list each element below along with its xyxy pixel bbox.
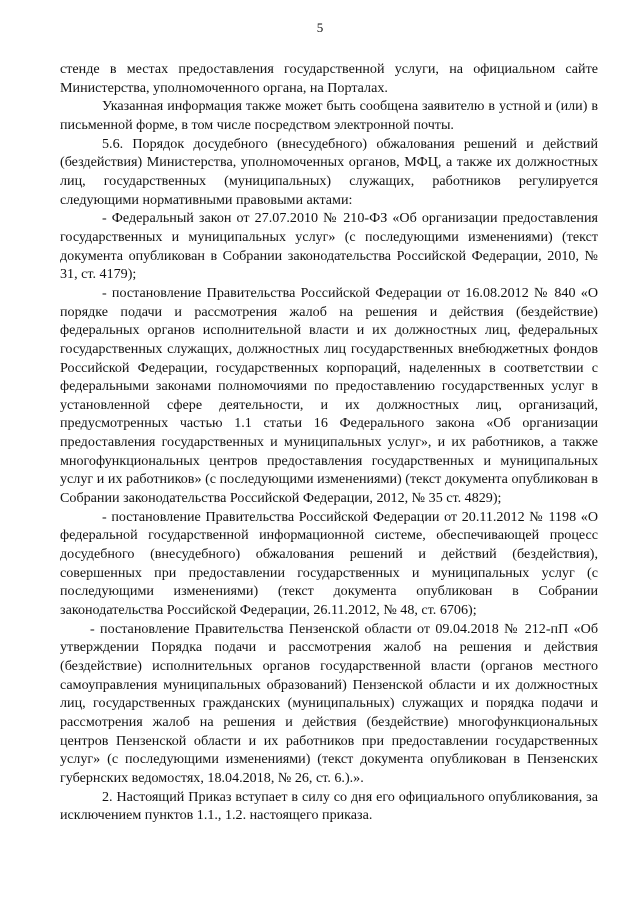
document-body	[60, 60, 598, 825]
paragraph-resolution-212: - постановление Правительства Пензенской области от 09.04.2018 № 212-пП «Об утверждении Порядка подачи и рассмотрения жалоб на решения и действия (бездействие) исполнительных органов государственной власти (органов местного самоуправления муниципальных образований) Пензенской области и их должностных лиц, государственных гражданских (муниципальных) служащих и порядка подачи и рассмотрения жалоб на решения и действия (бездействие) многофункциональных центров Пензенской области и их работников при предоставлении государственных услуг» (с последующими изменениями) (текст документа опубликован в Пензенских губернских ведомостях, 18.04.2018, № 26, ст. 6.).».	[60, 620, 598, 786]
paragraph-resolution-840: - постановление Правительства Российской Федерации от 16.08.2012 № 840 «О порядке подачи и рассмотрения жалоб на решения и действия (бездействие) федеральных органов исполнительной власти и их должностных лиц, федеральных государственных служащих, должностных лиц государственных внебюджетных фондов Российской Федерации, государственных корпораций, наделенных в соответствии с федеральными законами полномочиями по предоставлению государственных услуг в установленной сфере деятельности, и их должностных лиц, организаций, предусмотренных частью 1.1 статьи 16 Федерального закона «Об организации предоставления государственных и муниципальных услуг», и их работников, а также многофункциональных центров предоставления государственных и муниципальных услуг и их работников» (с последующими изменениями) (текст документа опубликован в Собрании законодательства Российской Федерации, 2012, № 35 ст. 4829);	[60, 284, 598, 507]
paragraph-order-effective: 2. Настоящий Приказ вступает в силу со дня его официального опубликования, за исключением пунктов 1.1., 1.2. настоящего приказа.	[60, 788, 598, 824]
page-number: 5	[316, 20, 324, 35]
paragraph-section-5-6: 5.6. Порядок досудебного (внесудебного) обжалования решений и действий (бездействия) Министерства, уполномоченных органов, МФЦ, а также их должностных лиц, государственных (муниципальных) служащих, работников регулируется следующими нормативными правовыми актами:	[60, 135, 598, 208]
paragraph-resolution-1198: - постановление Правительства Российской Федерации от 20.11.2012 № 1198 «О федеральной государственной информационной системе, обеспечивающей процесс досудебного (внесудебного) обжалования решений и действий (бездействия), совершенных при предоставлении государственных и муниципальных услуг (с последующими изменениями) (текст документа опубликован в Собрании законодательства Российской Федерации, 26.11.2012, № 48, ст. 6706);	[60, 508, 598, 619]
paragraph-federal-law-210: - Федеральный закон от 27.07.2010 № 210-ФЗ «Об организации предоставления государственных и муниципальных услуг» (с последующими изменениями) (текст документа опубликован в Собрании законодательства Российской Федерации, 2010, № 31, ст. 4179);	[60, 210, 598, 283]
paragraph-continuation: стенде в местах предоставления государственной услуги, на официальном сайте Министерства, уполномоченного органа, на Порталах.	[60, 61, 598, 96]
paragraph-info-notice: Указанная информация также может быть сообщена заявителю в устной и (или) в письменной форме, в том числе посредством электронной почты.	[60, 98, 598, 133]
